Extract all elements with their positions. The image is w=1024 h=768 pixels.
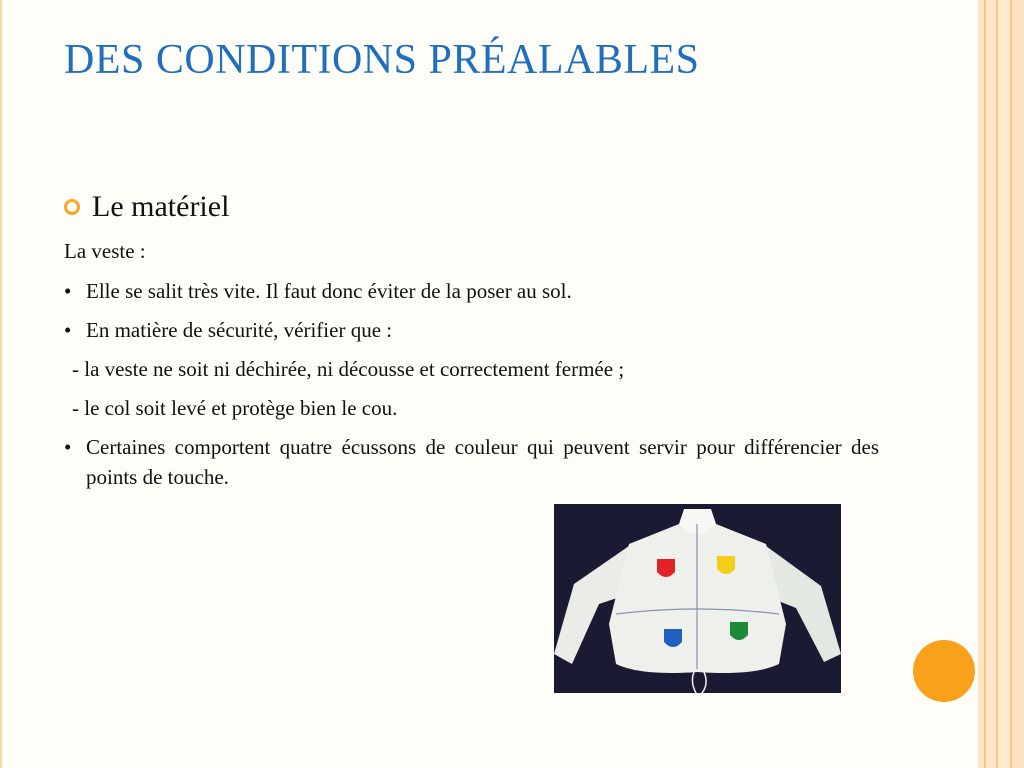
orange-ring-bullet-icon bbox=[64, 199, 80, 215]
fencing-jacket-photo bbox=[554, 504, 841, 693]
bullet-dot-icon: • bbox=[64, 318, 72, 342]
bullet-point-1 bbox=[64, 276, 879, 306]
bullet-point-3-text: Certaines comportent quatre écussons de couleur qui peuvent servir pour différencier des points de touche. bbox=[86, 435, 879, 489]
bullet-point-2 bbox=[64, 315, 879, 345]
slide-title: DES CONDITIONS PRÉALABLES bbox=[64, 37, 700, 83]
main-bullet bbox=[64, 190, 229, 224]
bullet-point-2-text: En matière de sécurité, vérifier que : bbox=[86, 318, 393, 342]
sub-point-2: - le col soit levé et protège bien le cou. bbox=[72, 396, 398, 420]
main-bullet-text: Le matériel bbox=[92, 190, 230, 223]
bullet-point-3 bbox=[64, 432, 879, 492]
jacket-illustration bbox=[554, 504, 841, 693]
bullet-dot-icon: • bbox=[64, 435, 72, 459]
intro-text: La veste : bbox=[64, 239, 146, 263]
bullet-dot-icon: • bbox=[64, 279, 72, 303]
orange-circle-icon bbox=[913, 640, 975, 702]
right-stripe bbox=[998, 0, 1010, 768]
right-stripe bbox=[986, 0, 996, 768]
bullet-point-1-text: Elle se salit très vite. Il faut donc éviter de la poser au sol. bbox=[86, 279, 572, 303]
right-stripe bbox=[1012, 0, 1024, 768]
sub-point-1: - la veste ne soit ni déchirée, ni décousse et correctement fermée ; bbox=[72, 357, 625, 381]
